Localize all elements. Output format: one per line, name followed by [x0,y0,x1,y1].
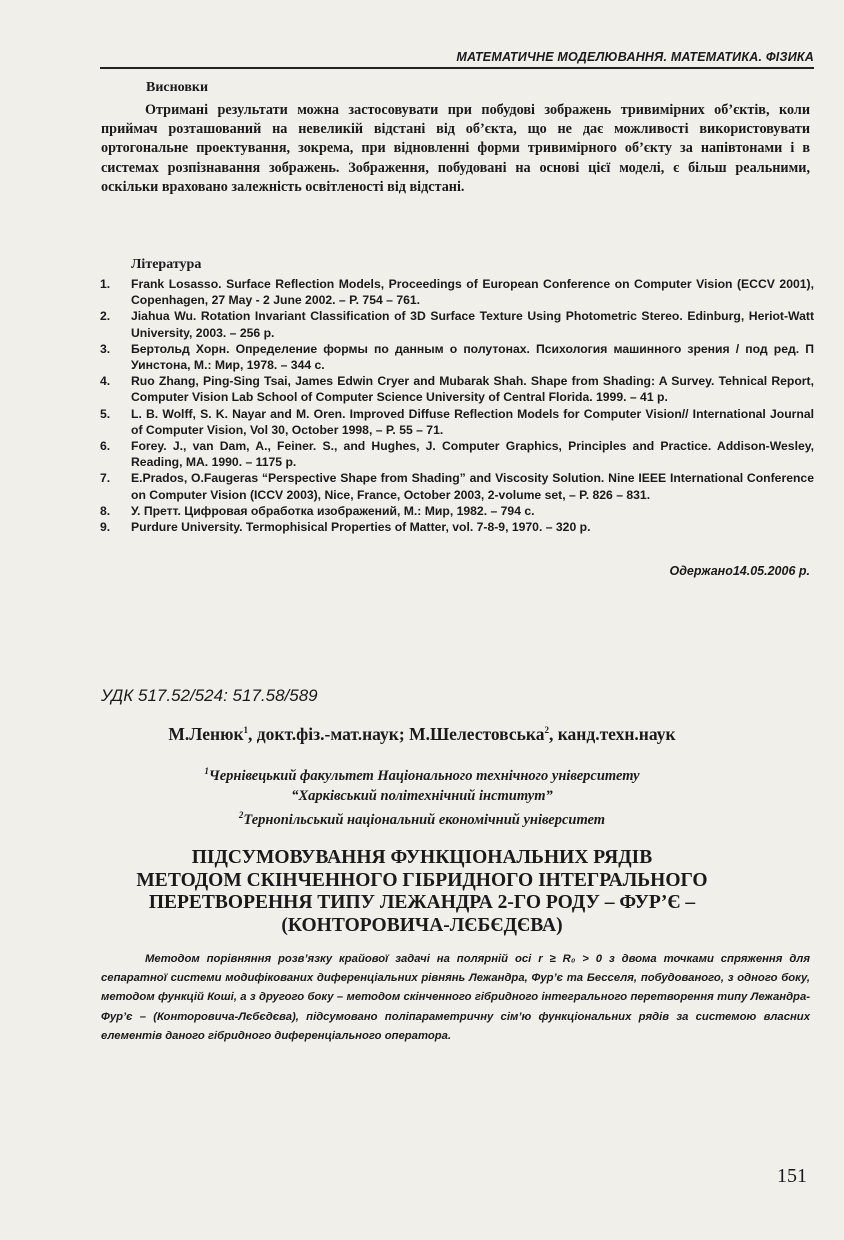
affiliation-text: Тернопільський національний економічний університет [243,811,606,828]
reference-number: 1. [100,277,111,291]
authors-line [0,724,844,745]
udk-code: УДК 517.52/524: 517.58/589 [101,686,318,705]
reference-item [100,406,814,438]
reference-text: E.Prados, O.Faugeras “Perspective Shape from Shading” and Viscosity Solution. Nine IEEE International Conference on Computer Vision (ICCV 2003), Nice, France, October 2003, 2-volume set, – P. 826 – 831. [131,471,814,502]
reference-item [100,308,814,340]
affiliation-line [0,788,844,805]
affiliation-line [0,810,844,829]
reference-number: 4. [100,374,111,389]
reference-item [100,276,814,308]
article-title [90,847,754,937]
author-name: М.Ленюк [168,724,244,744]
conclusions-paragraph: Отримані результати можна застосовувати при побудові зображень тривимірних об’єктів, коли приймач розташований на невеликій відстані від об’єкта, що не дає можливості використовувати ортогональне проектування, зокрема, при відновленні форми тривимірного об’єкту за напівтонами і в системах розпізнавання зображень. Зображення, побудовані на основі цієї моделі, є більш реальними, оскільки враховано залежність освітленості від відстані. [101,102,810,195]
reference-item [100,519,814,535]
author-affiliation-mark: 1 [243,725,249,736]
title-line: МЕТОДОМ СКІНЧЕННОГО ГІБРИДНОГО ІНТЕГРАЛЬНОГО [136,869,708,891]
author-name: М.Шелестовська [409,724,545,744]
reference-text: Ruo Zhang, Ping-Sing Tsai, James Edwin Cryer and Mubarak Shah. Shape from Shading: A Survey. Tehnical Report, Computer Vision Lab School of Computer Science University of Central Florida. 1999. – 41 p. [131,374,814,405]
reference-number: 5. [100,406,111,421]
affiliation-line [0,766,844,785]
reference-number: 7. [100,471,111,486]
reference-text: Jiahua Wu. Rotation Invariant Classification of 3D Surface Texture Using Photometric Stereo. Edinburg, Heriot-Watt University, 2003. – 256 p. [131,309,814,340]
reference-item [100,470,814,502]
running-head: МАТЕМАТИЧНЕ МОДЕЛЮВАННЯ. МАТЕМАТИКА. ФІЗИКА [456,50,814,64]
page-number: 151 [777,1165,807,1187]
affiliation-text: “Харківський політехнічний інститут” [291,788,553,804]
references-heading: Література [131,257,202,272]
reference-text: L. B. Wolff, S. K. Nayar and M. Oren. Improved Diffuse Reflection Models for Computer Vision// International Journal of Computer Vision, Vol 30, October 1998, – P. 55 – 71. [131,406,814,437]
author-degree: , канд.техн.наук [548,724,676,744]
reference-list [100,276,814,535]
title-line: ПЕРЕТВОРЕННЯ ТИПУ ЛЕЖАНДРА 2-ГО РОДУ – ФУР’Є – [148,892,696,913]
reference-text: У. Претт. Цифровая обработка изображений, М.: Мир, 1982. – 794 с. [131,503,535,518]
reference-text: Бертольд Хорн. Определение формы по данным о полутонах. Психология машинного зрения / под ред. П Уинстона, М.: Мир, 1978. – 344 с. [131,341,814,373]
reference-text: Purdure University. Termophisical Properties of Matter, vol. 7-8-9, 1970. – 320 p. [131,520,591,535]
reference-number: 8. [100,503,111,518]
reference-number: 6. [100,439,111,454]
reference-text: Forey. J., van Dam, A., Feiner. S., and Hughes, J. Computer Graphics, Principles and Practice. Addison-Wesley, Reading, MA. 1990. – 1175 p. [131,439,814,470]
received-date: Одержано14.05.2006 р. [669,564,810,578]
title-line: ПІДСУМОВУВАННЯ ФУНКЦІОНАЛЬНИХ РЯДІВ [191,847,653,868]
reference-text: Frank Losasso. Surface Reflection Models, Proceedings of European Conference on Computer Vision (ECCV 2001), Copenhagen, 27 May - 2 June 2002. – P. 754 – 761. [131,277,814,308]
title-line: (КОНТОРОВИЧА-ЛЄБЄДЄВА) [281,914,563,936]
reference-number: 9. [100,520,111,535]
reference-number: 2. [100,309,111,324]
reference-item [100,503,814,519]
abstract-paragraph: Методом порівняння розв’язку крайової задачі на полярній осі r ≥ R₀ > 0 з двома точками спряження для сепаратної системи модифікованих диференціальних рівнянь Лежандра, Фур’є та Бесселя, побудованого, з одного боку, методом функцій Коші, а з другого боку – методом скінченного гібридного інтегрального перетворення типу Лежандра-Фур’є – (Конторовича-Лєбєдєва), підсумовано поліпараметричну сім’ю функціональних рядів за системою власних елементів даного гібридного диференціального оператора. [101,953,810,1042]
conclusions-heading: Висновки [146,80,209,95]
affiliation-text: Чернівецький факультет Національного технічного університету [208,767,640,784]
affiliation-mark: 1 [204,766,209,776]
author-affiliation-mark: 2 [544,725,549,736]
reference-item [100,341,814,373]
affiliation-mark: 2 [238,810,244,820]
reference-number: 3. [100,341,111,356]
header-rule [100,67,814,69]
reference-item [100,373,814,405]
author-degree: , докт.фіз.-мат.наук; [248,724,410,744]
reference-item [100,438,814,470]
